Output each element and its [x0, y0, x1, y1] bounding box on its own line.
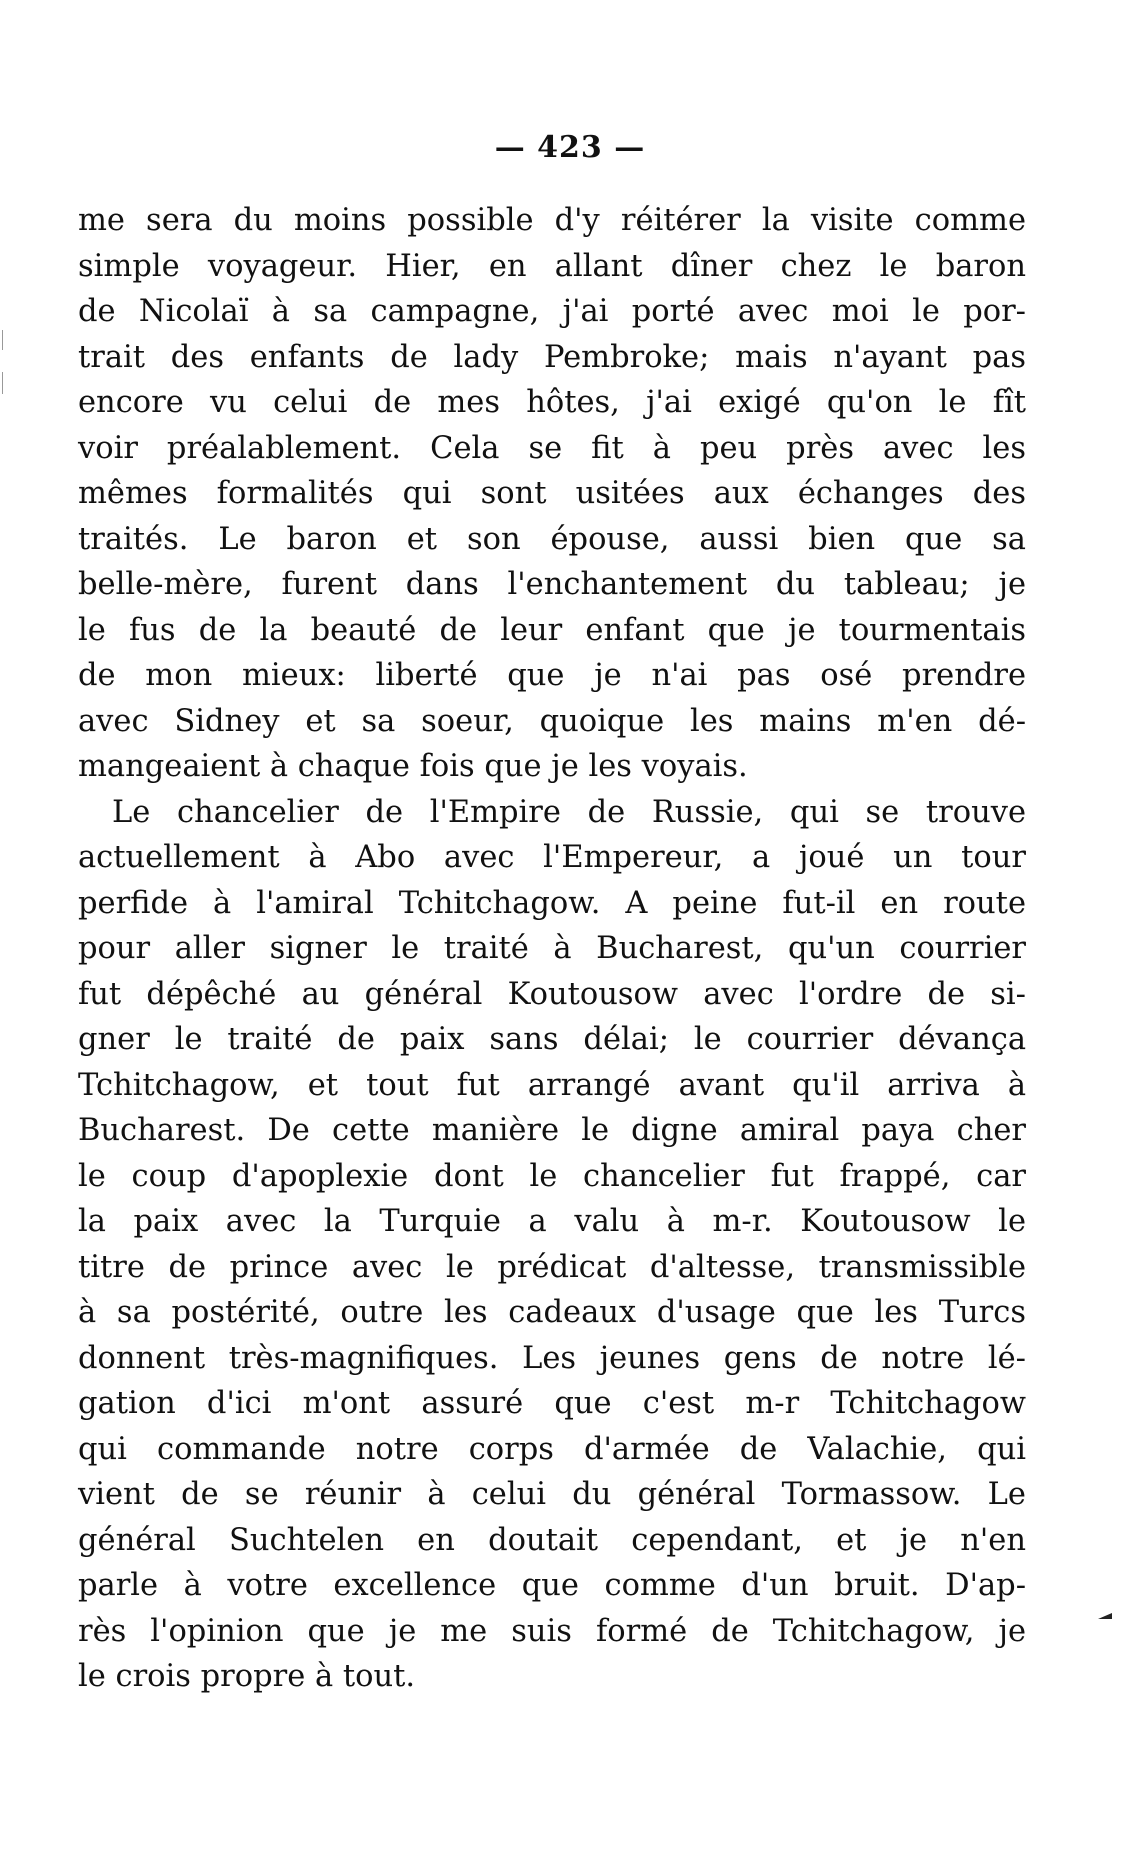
text-line: actuellement à Abo avec l'Empereur, a joué un tour	[78, 840, 1026, 875]
text-line: parle à votre excellence que comme d'un bruit. D'ap-	[78, 1568, 1026, 1603]
scan-edge-mark	[2, 372, 3, 394]
paragraph-end-line: mangeaient à chaque fois que je les voyais.	[78, 749, 748, 784]
body-text	[78, 198, 1026, 1700]
scan-corner-mark	[1098, 1613, 1112, 1619]
text-line: perfide à l'amiral Tchitchagow. A peine fut-il en route	[78, 885, 1026, 921]
text-line: général Suchtelen en doutait cependant, et je n'en	[78, 1522, 1026, 1558]
text-line: la paix avec la Turquie a valu à m-r. Koutousow le	[78, 1204, 1026, 1239]
text-line: de Nicolaï à sa campagne, j'ai porté avec moi le por-	[78, 294, 1026, 329]
text-line: de mon mieux: liberté que je n'ai pas osé prendre	[78, 658, 1026, 693]
text-line: gner le traité de paix sans délai; le courrier dévança	[78, 1022, 1026, 1057]
text-line: qui commande notre corps d'armée de Valachie, qui	[78, 1431, 1026, 1467]
scan-edge-mark	[2, 330, 3, 350]
text-line: titre de prince avec le prédicat d'altesse, transmissible	[78, 1249, 1026, 1285]
text-line: Bucharest. De cette manière le digne amiral paya cher	[78, 1113, 1026, 1148]
text-line: me sera du moins possible d'y réitérer la visite comme	[78, 203, 1026, 238]
text-line: avec Sidney et sa soeur, quoique les mains m'en dé-	[78, 703, 1026, 739]
text-line: le fus de la beauté de leur enfant que je tourmentais	[78, 612, 1026, 648]
text-line: fut dépêché au général Koutousow avec l'ordre de si-	[78, 976, 1026, 1012]
text-line: voir préalablement. Cela se fit à peu près avec les	[78, 430, 1026, 466]
text-line: à sa postérité, outre les cadeaux d'usage que les Turcs	[78, 1295, 1026, 1330]
text-line: le coup d'apoplexie dont le chancelier fut frappé, car	[78, 1158, 1026, 1194]
text-line: encore vu celui de mes hôtes, j'ai exigé qu'on le fît	[78, 385, 1026, 420]
text-line: donnent très-magnifiques. Les jeunes gens de notre lé-	[78, 1340, 1026, 1376]
text-line: trait des enfants de lady Pembroke; mais n'ayant pas	[78, 339, 1026, 375]
text-line: pour aller signer le traité à Bucharest, qu'un courrier	[78, 931, 1026, 966]
text-line: belle-mère, furent dans l'enchantement du tableau; je	[78, 567, 1026, 602]
text-line: rès l'opinion que je me suis formé de Tchitchagow, je	[78, 1613, 1026, 1649]
text-line: mêmes formalités qui sont usitées aux échanges des	[78, 476, 1026, 511]
text-line: Tchitchagow, et tout fut arrangé avant qu'il arriva à	[78, 1067, 1026, 1103]
paragraph-end-line: le crois propre à tout.	[78, 1659, 416, 1694]
paragraph-start-line: Le chancelier de l'Empire de Russie, qui se trouve	[112, 794, 1026, 830]
page-number: — 423 —	[494, 130, 646, 165]
text-line: vient de se réunir à celui du général Tormassow. Le	[78, 1477, 1026, 1512]
text-line: traités. Le baron et son épouse, aussi bien que sa	[78, 521, 1026, 557]
text-line: gation d'ici m'ont assuré que c'est m-r Tchitchagow	[78, 1386, 1026, 1421]
text-line: simple voyageur. Hier, en allant dîner chez le baron	[78, 248, 1026, 284]
